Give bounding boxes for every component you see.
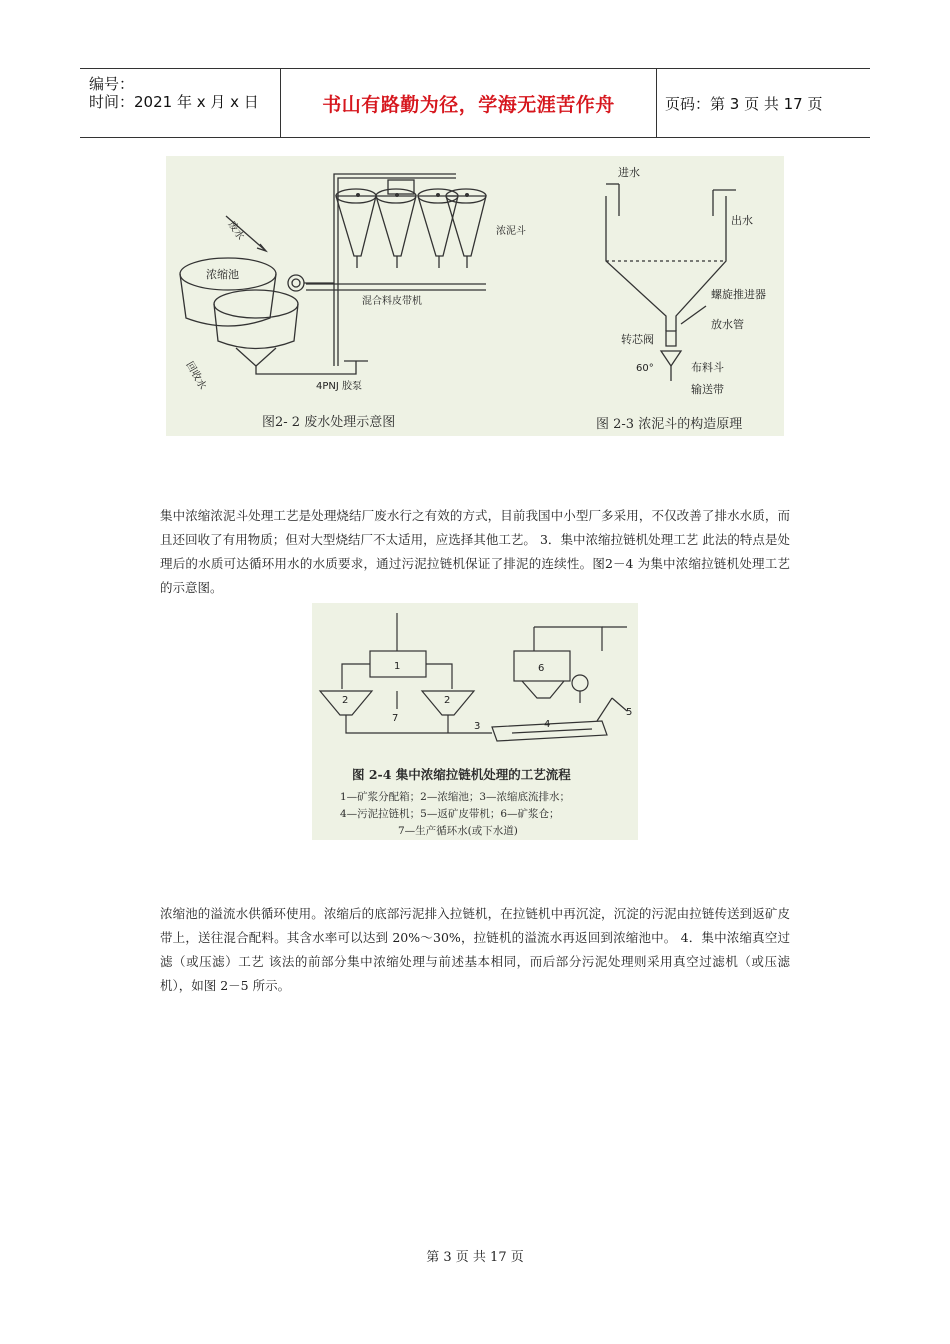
page-header bbox=[80, 68, 870, 138]
header-motto: 书山有路勤为径，学海无涯苦作舟 bbox=[322, 93, 615, 116]
label-drain-pipe: 放水管 bbox=[711, 318, 744, 331]
paragraph-thickener-process: 集中浓缩浓泥斗处理工艺是处理烧结厂废水行之有效的方式，目前我国中小型厂多采用，不仅改善了排水水质，而且还回收了有用物质；但对大型烧结厂不太适用，应选择其他工艺。 3．集中浓缩拉链机处理工艺 此法的特点是处理后的水质可达循环用水的水质要求，通过污泥拉链机保证了排泥的连续性。图2－4 为集中浓缩拉链机处理工艺的示意图。 bbox=[160, 508, 790, 595]
header-page-number: 页码：第 3 页 共 17 页 bbox=[665, 94, 823, 113]
caption-figure-2-4: 图 2-4 集中浓缩拉链机处理的工艺流程 bbox=[352, 767, 571, 782]
label-wastewater: 废水 bbox=[225, 219, 247, 243]
label-angle: 60° bbox=[636, 363, 654, 374]
header-page-cell bbox=[665, 69, 870, 137]
legend-line-1: 1—矿浆分配箱；2—浓缩池；3—浓缩底流排水； bbox=[340, 791, 571, 803]
node-label-7: 7 bbox=[392, 713, 399, 724]
legend-line-3: 7—生产循环水(或下水道) bbox=[398, 825, 518, 837]
label-screw: 螺旋推进器 bbox=[711, 288, 766, 301]
node-label-6: 6 bbox=[538, 663, 545, 674]
page-footer: 第 3 页 共 17 页 bbox=[426, 1250, 524, 1265]
node-label-4: 4 bbox=[544, 719, 551, 730]
label-pump: 4PNJ 胶泵 bbox=[316, 381, 363, 392]
label-inlet: 进水 bbox=[618, 166, 640, 179]
label-hopper: 浓泥斗 bbox=[496, 226, 526, 237]
node-label-3: 3 bbox=[474, 721, 481, 732]
node-label-5: 5 bbox=[626, 707, 633, 718]
node-label-2b: 2 bbox=[444, 695, 451, 706]
caption-figure-2-2: 图2- 2 废水处理示意图 bbox=[262, 415, 396, 430]
header-meta bbox=[80, 69, 280, 137]
figure-chain-svg bbox=[312, 603, 638, 840]
node-label-1: 1 bbox=[394, 661, 401, 672]
paragraph-chain-conveyor: 浓缩池的溢流水供循环使用。浓缩后的底部污泥排入拉链机，在拉链机中再沉淀，沉淀的污泥由拉链传送到返矿皮带上，送往混合配料。其含水率可以达到 20%～30%，拉链机的溢流水再返回到浓缩池中。 4．集中浓缩真空过滤（或压滤）工艺 该法的前部分集中浓缩处理与前述基本相同，而后部分污泥处理则采用真空过滤机（或压滤机），如图 2－5 所示。 bbox=[160, 906, 790, 993]
label-conveyor: 输送带 bbox=[691, 383, 724, 396]
figure-wastewater-and-hopper bbox=[166, 156, 784, 436]
document-date: 时间：2021 年 x 月 x 日 bbox=[89, 93, 259, 111]
label-belt: 混合料皮带机 bbox=[362, 296, 422, 307]
legend-line-2: 4—污泥拉链机；5—返矿皮带机；6—矿浆仓； bbox=[340, 808, 560, 820]
figure-wastewater-svg bbox=[166, 156, 784, 436]
caption-figure-2-3: 图 2-3 浓泥斗的构造原理 bbox=[596, 417, 743, 432]
figure-chain-conveyor-process bbox=[312, 603, 638, 840]
header-motto-cell bbox=[280, 69, 657, 137]
label-thickener: 浓缩池 bbox=[206, 268, 239, 281]
label-distributor: 布料斗 bbox=[691, 361, 724, 374]
label-valve: 转芯阀 bbox=[621, 333, 654, 346]
document-number: 编号： bbox=[89, 75, 135, 93]
label-recycle-water: 回收水 bbox=[183, 360, 208, 392]
label-outlet: 出水 bbox=[731, 214, 753, 227]
node-label-2a: 2 bbox=[342, 695, 349, 706]
